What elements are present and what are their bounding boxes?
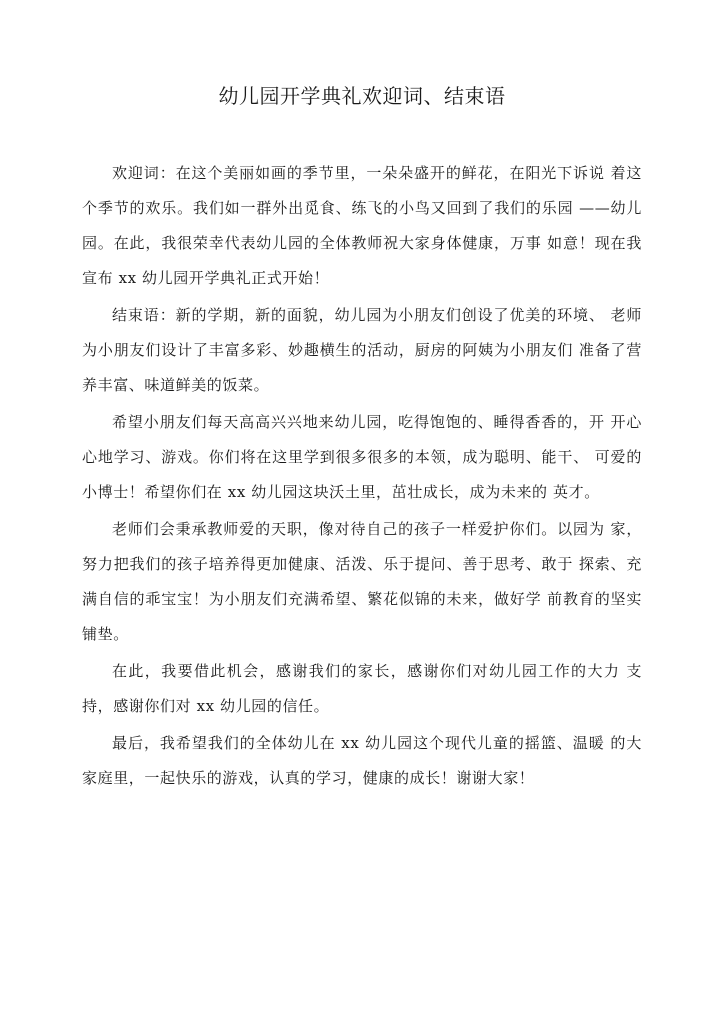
paragraph-final: 最后，我希望我们的全体幼儿在 xx 幼儿园这个现代儿童的摇篮、温暖 的大家庭里，一起快乐的游戏，认真的学习，健康的成长！谢谢大家！: [82, 734, 642, 787]
paragraph-thanks-parents: 在此，我要借此机会，感谢我们的家长，感谢你们对幼儿园工作的大力 支持，感谢你们对 xx 幼儿园的信任。: [82, 662, 642, 715]
document-title: 幼儿园开学典礼欢迎词、结束语: [218, 84, 506, 108]
paragraph-closing: 结束语：新的学期，新的面貌，幼儿园为小朋友们创设了优美的环境、 老师为小朋友们设计了丰富多彩、妙趣横生的活动，厨房的阿姨为小朋友们 准备了营养丰富、味道鲜美的饭菜。: [82, 306, 642, 394]
paragraph-welcome: 欢迎词：在这个美丽如画的季节里，一朵朵盛开的鲜花，在阳光下诉说 着这个季节的欢乐。我们如一群外出觅食、练飞的小鸟又回到了我们的乐园 ——幼儿园。在此，我很荣幸代表幼儿园的全体教师祝大家身体健康，万事 如意！现在我宣布 xx 幼儿园开学典礼正式开始！: [82, 164, 642, 287]
paragraph-teachers: 老师们会秉承教师爱的天职，像对待自己的孩子一样爱护你们。以园为 家，努力把我们的孩子培养得更加健康、活泼、乐于提问、善于思考、敢于 探索、充满自信的乖宝宝！为小朋友们充满希望、繁花似锦的未来，做好学 前教育的坚实铺垫。: [82, 520, 642, 643]
paragraph-hope: 希望小朋友们每天高高兴兴地来幼儿园，吃得饱饱的、睡得香香的，开 开心心地学习、游戏。你们将在这里学到很多很多的本领，成为聪明、能干、 可爱的小博士！希望你们在 xx 幼儿园这块沃土里，茁壮成长，成为未来的 英才。: [82, 413, 642, 501]
